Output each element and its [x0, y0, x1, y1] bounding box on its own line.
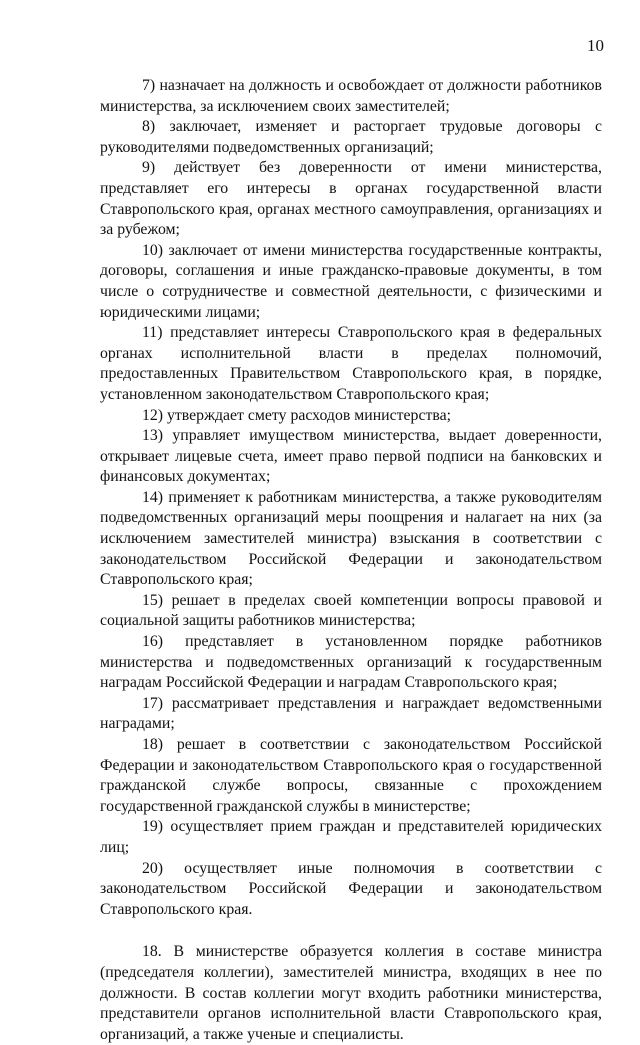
list-item-16: 16) представляет в установленном порядке работников министерства и подведомственных организаций к государственным наградам Российской Федерации и наградам Ставропольского края;: [100, 633, 602, 692]
list-item-18: 18) решает в соответствии с законодательством Российской Федерации и законодательством Ставропольского края о государственной гражданской службе вопросы, связанные с прохождением государственной гражданской службы в министерстве;: [100, 736, 602, 815]
page-number: 10: [587, 36, 604, 55]
section-18-paragraph: 18. В министерстве образуется коллегия в составе министра (председателя коллегии), заместителей министра, входящих в нее по должности. В состав коллегии могут входить работники министерства, представители органов исполнительной власти Ставропольского края, организаций, а также ученые и специалисты.: [100, 943, 602, 1043]
list-item-11: 11) представляет интересы Ставропольского края в федеральных органах исполнительной власти в пределах полномочий, предоставленных Правительством Ставропольского края, в порядке, установленном законодательством Ставропольского края;: [100, 324, 602, 403]
list-item-17: 17) рассматривает представления и награждает ведомственными наградами;: [100, 694, 602, 733]
section-spacer: [100, 920, 602, 942]
list-item-12: 12) утверждает смету расходов министерства;: [142, 406, 452, 424]
list-item-19: 19) осуществляет прием граждан и представителей юридических лиц;: [100, 818, 602, 856]
list-item-14: 14) применяет к работникам министерства, а также руководителям подведомственных организаций меры поощрения и налагает на них (за исключением заместителей министра) взыскания в соответствии с законодательством Российской Федерации и законодательством Ставропольского края;: [100, 488, 602, 589]
list-item-20: 20) осуществляет иные полномочия в соответствии с законодательством Российской Федерации и законодательством Ставропольского края.: [100, 859, 602, 918]
list-item-13: 13) управляет имуществом министерства, выдает доверенности, открывает лицевые счета, имеет право первой подписи на банковских и финансовых документах;: [100, 427, 602, 486]
list-item-10: 10) заключает от имени министерства государственные контракты, договоры, соглашения и иные гражданско-правовые документы, в том числе о сотрудничестве и совместной деятельности, с физическими и юридическими лицами;: [100, 241, 602, 321]
document-body: [100, 76, 602, 1045]
list-item-9: 9) действует без доверенности от имени министерства, представляет его интересы в органах государственной власти Ставропольского края, органах местного самоуправления, организациях и за рубежом;: [100, 159, 602, 239]
list-item-8: 8) заключает, изменяет и расторгает трудовые договоры с руководителями подведомственных организаций;: [100, 118, 602, 156]
list-item-15: 15) решает в пределах своей компетенции вопросы правовой и социальной защиты работников министерства;: [100, 591, 602, 630]
list-item-7: 7) назначает на должность и освобождает от должности работников министерства, за исключением своих заместителей;: [100, 77, 602, 115]
